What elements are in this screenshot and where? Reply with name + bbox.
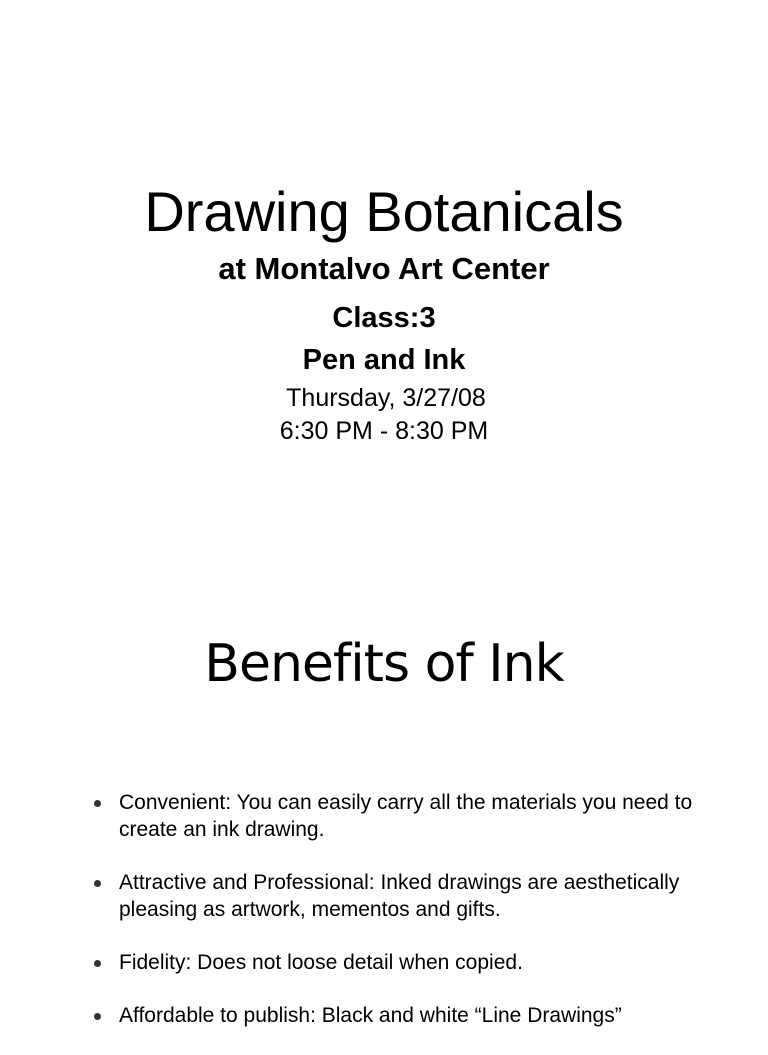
class-time: 6:30 PM - 8:30 PM — [279, 417, 489, 445]
class-date: Thursday, 3/27/08 — [286, 384, 486, 412]
class-topic: Pen and Ink — [302, 344, 466, 376]
bullet-dot-icon — [94, 960, 101, 967]
slide-subtitle-venue: at Montalvo Art Center — [218, 251, 550, 286]
bullet-text: Convenient: You can easily carry all the materials you need to create an ink drawing. — [119, 791, 693, 841]
bullet-text: Affordable to publish: Black and white “Line Drawings” — [119, 1004, 622, 1027]
bullet-item — [0, 1002, 699, 1029]
bullet-dot-icon — [94, 880, 101, 887]
bullet-text: Fidelity: Does not loose detail when copied. — [119, 951, 523, 974]
bullet-item — [0, 949, 699, 976]
bullet-item — [0, 869, 699, 923]
bullet-dot-icon — [94, 800, 101, 807]
bullet-dot-icon — [94, 1013, 101, 1020]
bullet-item — [0, 789, 699, 843]
bullet-list — [0, 789, 768, 1055]
class-number: Class:3 — [332, 302, 436, 334]
section-heading: Benefits of Ink — [204, 634, 564, 694]
slide-title: Drawing Botanicals — [144, 180, 624, 243]
bullet-text: Attractive and Professional: Inked drawings are aesthetically pleasing as artwork, mementos and gifts. — [119, 871, 680, 921]
